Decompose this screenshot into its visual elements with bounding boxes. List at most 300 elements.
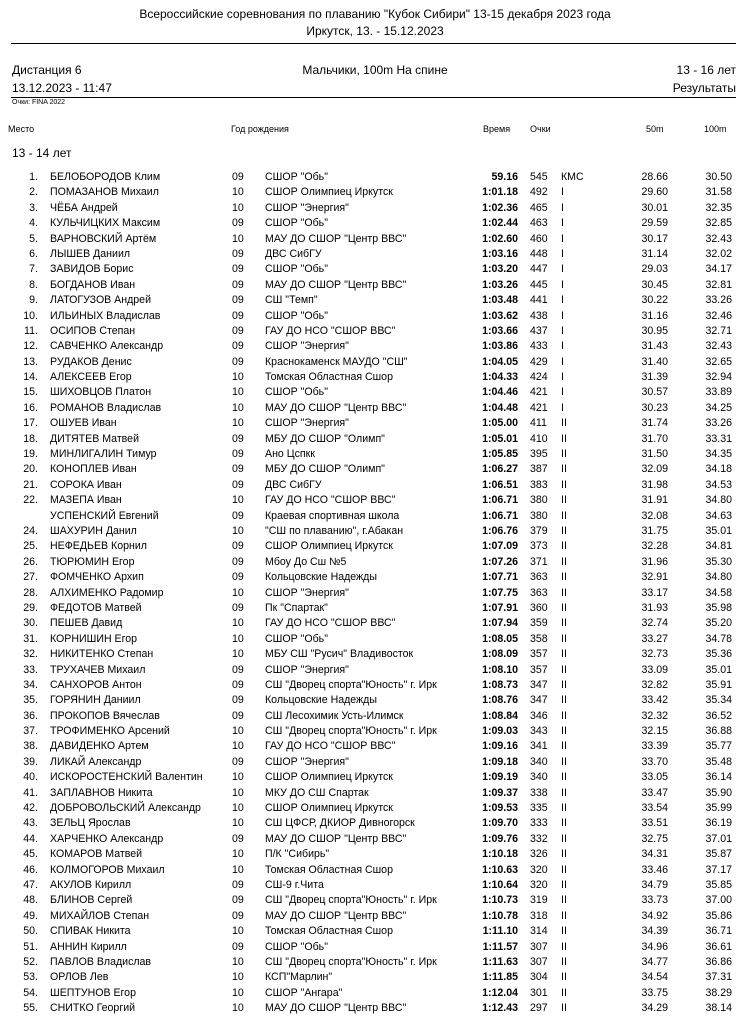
- split-100m: 33.89: [705, 386, 732, 399]
- club-name: МАУ ДО СШОР "Центр ВВС": [265, 278, 407, 291]
- result-time: 1:09.03: [482, 725, 518, 738]
- event-datetime: 13.12.2023 - 11:47: [12, 81, 112, 95]
- split-100m: 32.02: [705, 247, 732, 260]
- swimmer-name: ЛИКАЙ Александр: [50, 755, 142, 768]
- place-cell: 9.: [29, 294, 38, 307]
- table-row: [0, 416, 750, 431]
- swimmer-name: РУДАКОВ Денис: [50, 355, 132, 368]
- place-cell: 7.: [29, 263, 38, 276]
- place-cell: 21.: [23, 478, 38, 491]
- place-cell: 43.: [23, 817, 38, 830]
- birth-year: 10: [232, 494, 244, 507]
- swimmer-name: ИСКОРОСТЕНСКИЙ Валентин: [50, 771, 203, 784]
- rank-class: I: [561, 232, 564, 245]
- split-50m: 31.98: [641, 478, 668, 491]
- birth-year: 09: [232, 278, 244, 291]
- split-50m: 28.66: [641, 171, 668, 183]
- table-row: [0, 216, 750, 231]
- table-row: [0, 232, 750, 247]
- place-cell: 39.: [23, 755, 38, 768]
- place-cell: 38.: [23, 740, 38, 753]
- club-name: МКУ ДО СШ Спартак: [265, 786, 369, 799]
- table-row: [0, 432, 750, 447]
- points: 441: [530, 294, 548, 307]
- swimmer-name: СНИТКО Георгий: [50, 1002, 136, 1015]
- points: 410: [530, 432, 548, 445]
- rank-class: II: [561, 632, 567, 645]
- birth-year: 10: [232, 848, 244, 861]
- split-100m: 35.48: [705, 755, 732, 768]
- split-50m: 32.08: [641, 509, 668, 522]
- rank-class: I: [561, 263, 564, 276]
- split-50m: 29.03: [641, 263, 668, 276]
- points: 433: [530, 340, 548, 353]
- split-100m: 34.63: [705, 509, 732, 522]
- result-time: 1:03.26: [482, 278, 518, 291]
- table-row: [0, 647, 750, 662]
- table-row: [0, 847, 750, 862]
- table-row: [0, 832, 750, 847]
- rank-class: II: [561, 755, 567, 768]
- swimmer-name: ЛЫШЕВ Даниил: [50, 247, 131, 260]
- rank-class: II: [561, 771, 567, 784]
- split-100m: 36.14: [705, 771, 732, 784]
- col-place: Место: [8, 124, 35, 134]
- competition-title: Всероссийские соревнования по плаванию "Кубок Сибири" 13-15 декабря 2023 года: [139, 7, 611, 21]
- birth-year: 09: [232, 601, 244, 614]
- table-row: [0, 355, 750, 370]
- table-row: [0, 986, 750, 1001]
- rank-class: II: [561, 817, 567, 830]
- points: 358: [530, 632, 548, 645]
- place-cell: 42.: [23, 802, 38, 815]
- points: 437: [530, 324, 548, 337]
- points: 340: [530, 771, 548, 784]
- club-name: СШОР "Энергия": [265, 586, 349, 599]
- rank-class: I: [561, 355, 564, 368]
- swimmer-name: ТЮРЮМИН Егор: [50, 555, 135, 568]
- place-cell: 55.: [23, 1002, 38, 1015]
- result-time: 1:10.18: [482, 848, 518, 861]
- place-cell: 19.: [23, 448, 38, 461]
- birth-year: 10: [232, 186, 244, 199]
- result-time: 1:02.44: [482, 217, 518, 230]
- rank-class: I: [561, 371, 564, 384]
- result-time: 1:03.20: [482, 263, 518, 276]
- table-row: [0, 293, 750, 308]
- split-50m: 33.46: [641, 863, 668, 876]
- place-cell: 22.: [23, 494, 38, 507]
- birth-year: 10: [232, 232, 244, 245]
- split-100m: 32.81: [705, 278, 732, 291]
- split-50m: 33.70: [641, 755, 668, 768]
- points: 363: [530, 586, 548, 599]
- table-row: [0, 863, 750, 878]
- result-time: 1:10.63: [482, 863, 518, 876]
- club-name: СШОР "Энергия": [265, 663, 349, 676]
- result-time: 1:06.27: [482, 463, 518, 476]
- result-time: 1:09.53: [482, 802, 518, 815]
- place-cell: 27.: [23, 571, 38, 584]
- birth-year: 10: [232, 401, 244, 414]
- rank-class: II: [561, 524, 567, 537]
- swimmer-name: БЕЛОБОРОДОВ Клим: [50, 171, 161, 183]
- split-50m: 30.23: [641, 401, 668, 414]
- swimmer-name: КУЛЬЧИЦКИХ Максим: [50, 217, 161, 230]
- birth-year: 09: [232, 324, 244, 337]
- result-time: 1:11.10: [482, 925, 518, 938]
- split-100m: 35.30: [705, 555, 732, 568]
- points: 314: [530, 925, 548, 938]
- birth-year: 09: [232, 540, 244, 553]
- table-row: [0, 493, 750, 508]
- split-100m: 36.52: [705, 709, 732, 722]
- rank-class: I: [561, 201, 564, 214]
- place-cell: 51.: [23, 940, 38, 953]
- rank-class: I: [561, 278, 564, 291]
- table-row: [0, 601, 750, 616]
- swimmer-name: СПИВАК Никита: [50, 925, 131, 938]
- place-cell: 24.: [23, 524, 38, 537]
- table-row: [0, 555, 750, 570]
- place-cell: 8.: [29, 278, 38, 291]
- points: 379: [530, 524, 548, 537]
- birth-year: 09: [232, 555, 244, 568]
- split-100m: 35.77: [705, 740, 732, 753]
- birth-year: 09: [232, 263, 244, 276]
- place-cell: 28.: [23, 586, 38, 599]
- points: 380: [530, 494, 548, 507]
- split-100m: 34.80: [705, 571, 732, 584]
- birth-year: 09: [232, 571, 244, 584]
- club-name: МБУ СШ "Русич" Владивосток: [265, 648, 414, 661]
- place-cell: 31.: [23, 632, 38, 645]
- club-name: СШОР "Обь": [265, 632, 328, 645]
- swimmer-name: КОМАРОВ Матвей: [50, 848, 143, 861]
- club-name: СШ "Дворец спорта"Юность" г. Ирк: [265, 894, 437, 907]
- split-50m: 31.43: [641, 340, 668, 353]
- swimmer-name: ЗАПЛАВНОВ Никита: [50, 786, 153, 799]
- club-name: СШОР "Обь": [265, 309, 328, 322]
- split-100m: 35.99: [705, 802, 732, 815]
- points: 421: [530, 386, 548, 399]
- table-row: [0, 586, 750, 601]
- place-cell: 50.: [23, 925, 38, 938]
- result-time: 1:08.76: [482, 694, 518, 707]
- result-time: 1:04.05: [482, 355, 518, 368]
- place-cell: 44.: [23, 832, 38, 845]
- rank-class: II: [561, 955, 567, 968]
- result-time: 1:09.76: [482, 832, 518, 845]
- club-name: СШ "Дворец спорта"Юность" г. Ирк: [265, 955, 437, 968]
- split-100m: 37.17: [705, 863, 732, 876]
- swimmer-name: АЛЕКСЕЕВ Егор: [50, 371, 132, 384]
- club-name: ДВС СибГУ: [265, 247, 322, 260]
- rank-class: II: [561, 494, 567, 507]
- swimmer-name: ПРОКОПОВ Вячеслав: [50, 709, 160, 722]
- swimmer-name: РОМАНОВ Владислав: [50, 401, 162, 414]
- split-50m: 30.01: [641, 201, 668, 214]
- result-time: 1:11.63: [482, 955, 518, 968]
- split-50m: 34.77: [641, 955, 668, 968]
- split-100m: 31.58: [705, 186, 732, 199]
- event-distance: Дистанция 6: [12, 63, 82, 77]
- place-cell: 33.: [23, 663, 38, 676]
- birth-year: 09: [232, 940, 244, 953]
- result-time: 1:02.60: [482, 232, 518, 245]
- points: 465: [530, 201, 548, 214]
- split-50m: 33.27: [641, 632, 668, 645]
- split-50m: 34.96: [641, 940, 668, 953]
- points: 340: [530, 755, 548, 768]
- club-name: СШОР "Обь": [265, 940, 328, 953]
- place-cell: 18.: [23, 432, 38, 445]
- split-50m: 31.70: [641, 432, 668, 445]
- scoring-note: Очки: FINA 2022: [12, 99, 66, 106]
- result-time: 1:04.33: [482, 371, 518, 384]
- club-name: МАУ ДО СШОР "Центр ВВС": [265, 232, 407, 245]
- birth-year: 10: [232, 925, 244, 938]
- table-row: [0, 924, 750, 939]
- club-name: Ано Цспкк: [265, 448, 315, 461]
- club-name: СШ ЦФСР, ДКИОР Дивногорск: [265, 817, 415, 830]
- rank-class: II: [561, 555, 567, 568]
- split-100m: 34.58: [705, 586, 732, 599]
- table-row: [0, 339, 750, 354]
- split-50m: 34.79: [641, 878, 668, 891]
- points: 492: [530, 186, 548, 199]
- place-cell: 12.: [23, 340, 38, 353]
- split-50m: 33.75: [641, 986, 668, 999]
- result-time: 1:03.48: [482, 294, 518, 307]
- points: 357: [530, 648, 548, 661]
- birth-year: 10: [232, 863, 244, 876]
- result-time: 1:03.16: [482, 247, 518, 260]
- split-50m: 31.39: [641, 371, 668, 384]
- place-cell: 16.: [23, 401, 38, 414]
- result-time: 1:06.76: [482, 524, 518, 537]
- table-row: [0, 739, 750, 754]
- club-name: СШОР Олимпиец Иркутск: [265, 802, 393, 815]
- split-50m: 31.40: [641, 355, 668, 368]
- place-cell: 15.: [23, 386, 38, 399]
- split-50m: 30.95: [641, 324, 668, 337]
- club-name: ГАУ ДО НСО "СШОР ВВС": [265, 324, 396, 337]
- club-name: СШ Лесохимик Усть-Илимск: [265, 709, 404, 722]
- rank-class: II: [561, 509, 567, 522]
- place-cell: 29.: [23, 601, 38, 614]
- swimmer-name: САНХОРОВ Антон: [50, 678, 142, 691]
- place-cell: 53.: [23, 971, 38, 984]
- swimmer-name: ПЕШЕВ Давид: [50, 617, 123, 630]
- col-time: Время: [483, 124, 511, 134]
- club-name: СШОР "Обь": [265, 171, 328, 183]
- club-name: СШОР "Обь": [265, 386, 328, 399]
- place-cell: 30.: [23, 617, 38, 630]
- birth-year: 09: [232, 294, 244, 307]
- split-50m: 34.39: [641, 925, 668, 938]
- points: 411: [530, 417, 547, 430]
- place-cell: 14.: [23, 371, 38, 384]
- result-time: 1:09.18: [482, 755, 518, 768]
- split-50m: 31.74: [641, 417, 668, 430]
- rank-class: II: [561, 802, 567, 815]
- place-cell: 41.: [23, 786, 38, 799]
- split-100m: 32.43: [705, 340, 732, 353]
- split-50m: 32.32: [641, 709, 668, 722]
- club-name: ДВС СибГУ: [265, 478, 322, 491]
- result-time: 1:09.70: [482, 817, 518, 830]
- event-name: Мальчики, 100m На спине: [302, 63, 448, 77]
- rank-class: II: [561, 894, 567, 907]
- place-cell: 32.: [23, 648, 38, 661]
- table-row: [0, 632, 750, 647]
- split-100m: 34.17: [705, 263, 732, 276]
- table-row: [0, 970, 750, 985]
- split-50m: 33.73: [641, 894, 668, 907]
- club-name: СШОР Олимпиец Иркутск: [265, 186, 393, 199]
- birth-year: 09: [232, 463, 244, 476]
- place-cell: 47.: [23, 878, 38, 891]
- points: 448: [530, 247, 548, 260]
- split-100m: 35.20: [705, 617, 732, 630]
- split-100m: 35.85: [705, 878, 732, 891]
- rank-class: КМС: [561, 171, 584, 183]
- split-100m: 36.71: [705, 925, 732, 938]
- table-row: [0, 878, 750, 893]
- place-cell: 1.: [29, 171, 38, 183]
- club-name: ГАУ ДО НСО "СШОР ВВС": [265, 494, 396, 507]
- rank-class: II: [561, 648, 567, 661]
- result-time: 1:03.86: [482, 340, 518, 353]
- swimmer-name: АННИН Кирилл: [50, 940, 127, 953]
- birth-year: 09: [232, 878, 244, 891]
- club-name: Краснокаменск МАУДО "СШ": [265, 355, 408, 368]
- result-time: 1:08.10: [482, 663, 518, 676]
- swimmer-name: ВАРНОВСКИЙ Артём: [50, 232, 157, 245]
- col-split50: 50m: [646, 124, 664, 134]
- table-row: [0, 385, 750, 400]
- place-cell: 48.: [23, 894, 38, 907]
- result-time: 1:09.37: [482, 786, 518, 799]
- table-row: [0, 509, 750, 524]
- results-label: Результаты: [672, 81, 736, 95]
- split-100m: 32.43: [705, 232, 732, 245]
- rank-class: II: [561, 878, 567, 891]
- results-table: [0, 170, 750, 1016]
- club-name: Томская Областная Сшор: [265, 371, 393, 384]
- split-100m: 36.19: [705, 817, 732, 830]
- swimmer-name: ДАВИДЕНКО Артем: [50, 740, 149, 753]
- place-cell: 17.: [23, 417, 38, 430]
- birth-year: 10: [232, 201, 244, 214]
- club-name: СШ "Темп": [265, 294, 318, 307]
- place-cell: 45.: [23, 848, 38, 861]
- split-100m: 34.35: [705, 448, 732, 461]
- result-time: 1:12.43: [482, 1002, 518, 1015]
- table-row: [0, 524, 750, 539]
- birth-year: 09: [232, 171, 244, 183]
- split-100m: 34.25: [705, 401, 732, 414]
- swimmer-name: ЗАВИДОВ Борис: [50, 263, 134, 276]
- club-name: МАУ ДО СШОР "Центр ВВС": [265, 1002, 407, 1015]
- birth-year: 09: [232, 247, 244, 260]
- points: 346: [530, 709, 548, 722]
- table-row: [0, 940, 750, 955]
- result-time: 1:05.85: [482, 448, 518, 461]
- col-yob: Год рождения: [231, 124, 289, 134]
- split-50m: 32.91: [641, 571, 668, 584]
- birth-year: 09: [232, 909, 244, 922]
- points: 301: [530, 986, 548, 999]
- result-time: 1:10.73: [482, 894, 518, 907]
- points: 360: [530, 601, 548, 614]
- split-50m: 32.82: [641, 678, 668, 691]
- rank-class: II: [561, 740, 567, 753]
- birth-year: 10: [232, 725, 244, 738]
- rank-class: II: [561, 986, 567, 999]
- result-time: 1:12.04: [482, 986, 518, 999]
- split-50m: 33.42: [641, 694, 668, 707]
- points: 447: [530, 263, 548, 276]
- split-100m: 35.98: [705, 601, 732, 614]
- result-time: 1:08.05: [482, 632, 518, 645]
- rank-class: II: [561, 601, 567, 614]
- event-rule: [11, 97, 736, 98]
- club-name: СШ-9 г.Чита: [265, 878, 324, 891]
- table-row: [0, 770, 750, 785]
- place-cell: 37.: [23, 725, 38, 738]
- birth-year: 10: [232, 632, 244, 645]
- swimmer-name: ЛАТОГУЗОВ Андрей: [50, 294, 151, 307]
- swimmer-name: ОРЛОВ Лев: [50, 971, 109, 984]
- club-name: ГАУ ДО НСО "СШОР ВВС": [265, 740, 396, 753]
- birth-year: 10: [232, 524, 244, 537]
- points: 307: [530, 955, 548, 968]
- points: 438: [530, 309, 548, 322]
- split-100m: 35.01: [705, 663, 732, 676]
- rank-class: II: [561, 540, 567, 553]
- points: 359: [530, 617, 548, 630]
- table-row: [0, 909, 750, 924]
- table-row: [0, 462, 750, 477]
- points: 347: [530, 694, 548, 707]
- swimmer-name: БОГДАНОВ Иван: [50, 278, 136, 291]
- swimmer-name: ДОБРОВОЛЬСКИЙ Александр: [50, 802, 201, 815]
- swimmer-name: ГОРЯНИН Даниил: [50, 694, 141, 707]
- points: 320: [530, 878, 548, 891]
- points: 371: [530, 555, 548, 568]
- result-time: 1:10.64: [482, 878, 518, 891]
- birth-year: 09: [232, 509, 244, 522]
- club-name: Кольцовские Надежды: [265, 571, 377, 584]
- split-50m: 32.75: [641, 832, 668, 845]
- swimmer-name: ЧЁБА Андрей: [50, 201, 118, 214]
- table-row: [0, 693, 750, 708]
- result-time: 1:11.57: [482, 940, 518, 953]
- split-100m: 34.78: [705, 632, 732, 645]
- split-50m: 30.17: [641, 232, 668, 245]
- table-row: [0, 324, 750, 339]
- club-name: МАУ ДО СШОР "Центр ВВС": [265, 832, 407, 845]
- swimmer-name: ХАРЧЕНКО Александр: [50, 832, 164, 845]
- club-name: КСП"Марлин": [265, 971, 333, 984]
- rank-class: I: [561, 294, 564, 307]
- birth-year: 10: [232, 586, 244, 599]
- points: 380: [530, 509, 548, 522]
- table-row: [0, 678, 750, 693]
- rank-class: II: [561, 417, 567, 430]
